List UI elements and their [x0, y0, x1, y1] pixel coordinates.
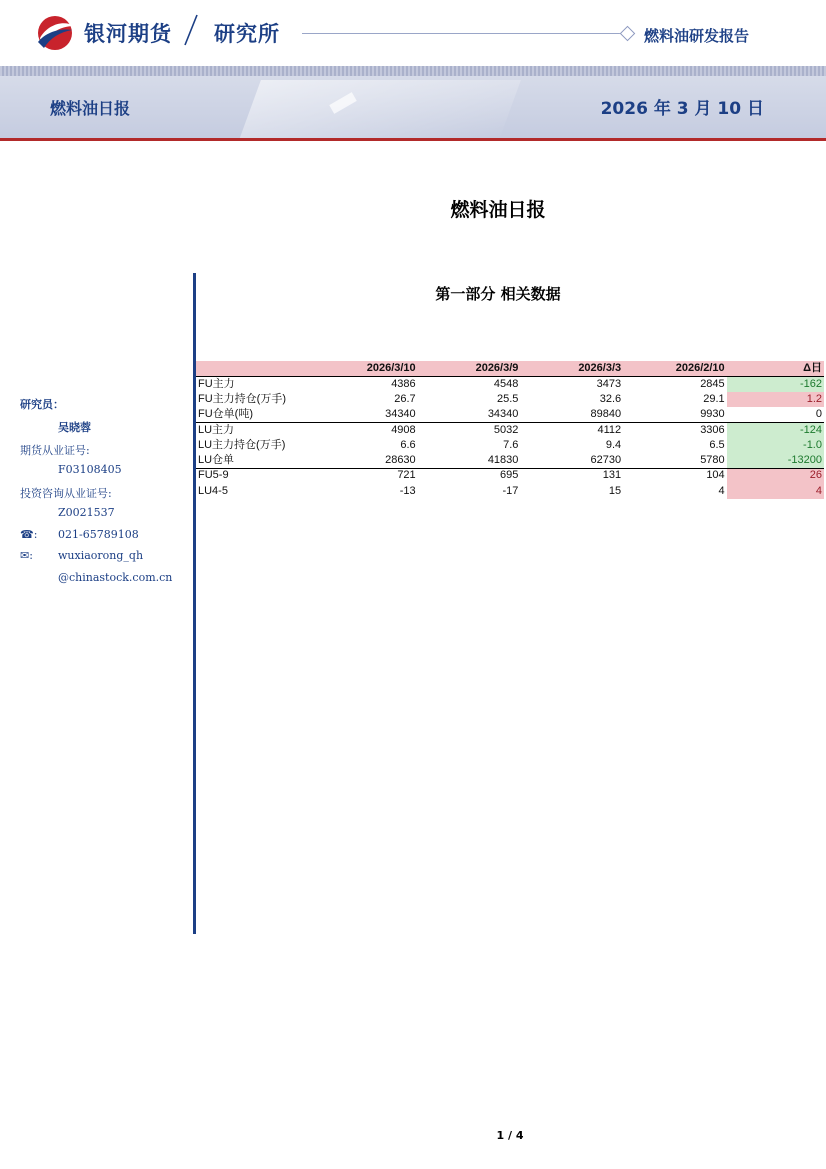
table-body: [196, 376, 824, 498]
researcher-name: 吴晓蓉: [58, 421, 91, 434]
value-cell: 2845: [700, 377, 725, 390]
table-row: [196, 422, 824, 437]
mail-row: [20, 549, 33, 562]
header-red-rule: [0, 138, 826, 141]
section-title: 第一部分 相关数据: [435, 285, 561, 303]
value-cell: 5780: [623, 453, 727, 468]
value-cell: 41830: [418, 453, 521, 468]
table-header-cell: Δ日: [727, 361, 824, 376]
value-cell: 4: [718, 484, 725, 497]
company-name: 银河期货: [84, 22, 172, 46]
report-header: [0, 0, 826, 66]
table-row: [196, 392, 824, 407]
table-row: [196, 453, 824, 468]
value-cell: 26.7: [394, 392, 416, 405]
daily-change-cell: 4: [727, 483, 824, 498]
band-decoration: [239, 80, 521, 138]
value-cell: 28630: [314, 453, 418, 468]
value-cell: 3306: [700, 423, 725, 436]
value-cell: 104: [706, 469, 725, 482]
galaxy-logo-icon: [34, 14, 76, 52]
value-cell: 6.5: [709, 438, 725, 451]
row-label: LU4-5: [198, 484, 228, 497]
table-row: [196, 468, 824, 483]
value-cell: 29.1: [703, 392, 725, 405]
table-header-cell: 2026/3/3: [520, 361, 623, 376]
header-stripe: [0, 66, 826, 76]
futures-cert-label: 期货从业证号:: [20, 444, 90, 457]
value-cell: -17: [502, 484, 519, 497]
table-row: [196, 483, 824, 498]
value-cell: 9.4: [605, 438, 622, 451]
diamond-icon: [620, 26, 636, 42]
row-label: FU仓单(吨): [196, 407, 314, 422]
value-cell: 695: [500, 469, 519, 482]
daily-change-cell: -124: [727, 422, 824, 437]
table-header-cell: 2026/2/10: [623, 361, 727, 376]
value-cell: 34340: [418, 407, 521, 422]
email-line-1: wuxiaorong_qh: [58, 549, 144, 562]
daily-change-cell: -162: [727, 376, 824, 391]
row-label: LU主力: [198, 423, 235, 436]
slash-divider-icon: [184, 14, 198, 46]
value-cell: 721: [397, 469, 416, 482]
row-label: FU主力: [198, 377, 235, 390]
table-header-cell: 2026/3/10: [314, 361, 418, 376]
invest-cert-label: 投资咨询从业证号:: [20, 487, 112, 500]
phone-row: [20, 528, 37, 541]
daily-change-cell: 1.2: [727, 392, 824, 407]
value-cell: 34340: [314, 407, 418, 422]
report-type: 燃料油研发报告: [644, 27, 750, 45]
value-cell: 15: [608, 484, 622, 497]
value-cell: 62730: [520, 453, 623, 468]
value-cell: 6.6: [400, 438, 416, 451]
daily-change-cell: -13200: [727, 453, 824, 468]
value-cell: 32.6: [599, 392, 622, 405]
table-row: [196, 437, 824, 452]
value-cell: 5032: [493, 423, 519, 436]
invest-cert-number: Z0021537: [58, 506, 115, 519]
value-cell: 4386: [391, 377, 416, 390]
phone-icon: ☎: [20, 528, 34, 541]
row-label: FU5-9: [198, 469, 229, 482]
table-row: [196, 407, 824, 422]
daily-change-cell: 26: [727, 468, 824, 483]
table-header-cell: [196, 361, 314, 376]
institute-name: 研究所: [214, 22, 280, 46]
value-cell: 4112: [597, 423, 622, 436]
daily-change-cell: 0: [727, 407, 824, 422]
phone-colon: :: [33, 528, 38, 541]
value-cell: 131: [602, 469, 622, 482]
table-header-row: [196, 361, 824, 376]
value-cell: 4908: [391, 423, 416, 436]
daily-change-cell: -1.0: [727, 437, 824, 452]
value-cell: 9930: [623, 407, 727, 422]
value-cell: 89840: [520, 407, 623, 422]
mail-icon: ✉: [20, 549, 30, 562]
value-cell: 7.6: [503, 438, 519, 451]
row-label: LU仓单: [196, 453, 314, 468]
title-band: [0, 76, 826, 138]
row-label: LU主力持仓(万手): [198, 438, 286, 451]
fuel-oil-data-table: [196, 361, 824, 499]
page-number: 1 / 4: [496, 1129, 524, 1142]
table-row: [196, 376, 824, 391]
header-rule: [302, 33, 622, 34]
report-date: 2026 年 3 月 10 日: [600, 99, 764, 119]
email-line-2: @chinastock.com.cn: [58, 571, 173, 584]
band-title: 燃料油日报: [50, 99, 131, 118]
futures-cert-number: F03108405: [58, 463, 122, 476]
value-cell: -13: [399, 484, 416, 497]
value-cell: 25.5: [496, 392, 519, 405]
researcher-label: 研究员：: [20, 398, 64, 411]
value-cell: 3473: [596, 377, 622, 390]
table-header-cell: 2026/3/9: [418, 361, 521, 376]
phone-number: 021-65789108: [58, 528, 139, 541]
row-label: FU主力持仓(万手): [198, 392, 286, 405]
value-cell: 4548: [493, 377, 519, 390]
mail-colon: :: [29, 549, 33, 562]
page-title: 燃料油日报: [450, 199, 546, 221]
